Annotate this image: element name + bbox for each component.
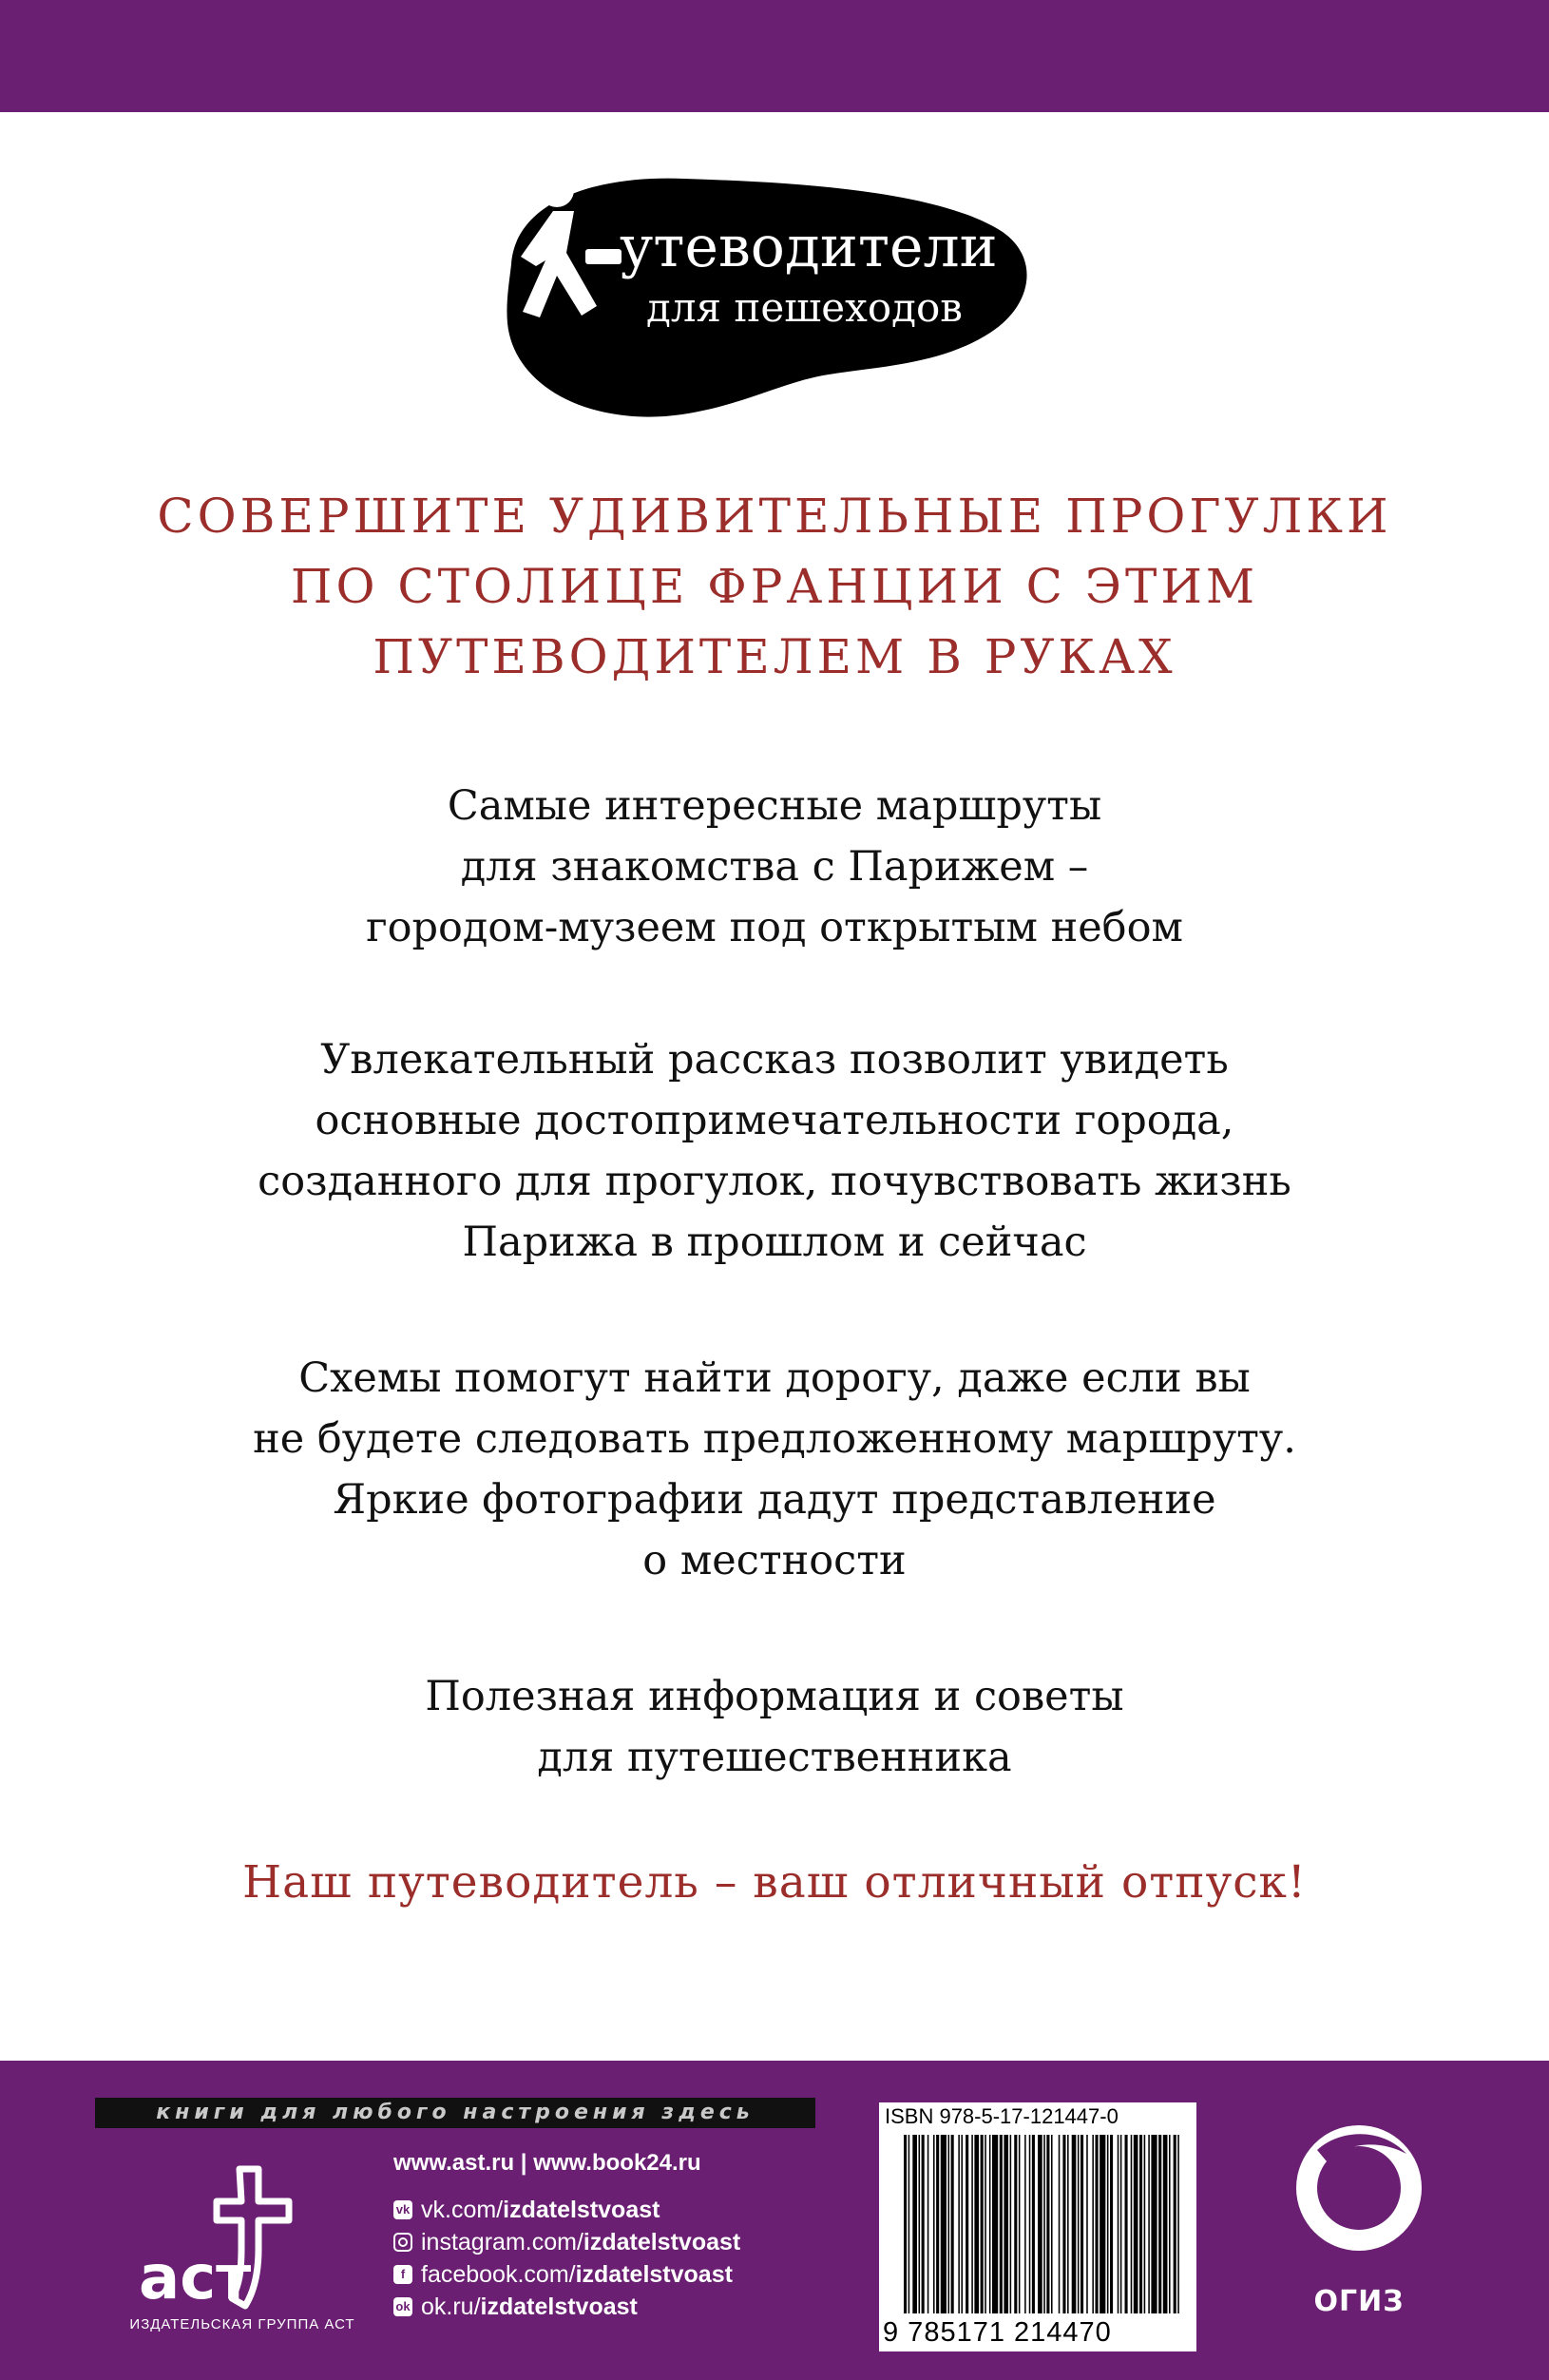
barcode-bar [1096,2135,1099,2313]
ogiz-logo [1283,2112,1435,2302]
barcode-bar [1029,2135,1031,2313]
barcode-bar [985,2135,986,2313]
social-prefix: ok.ru/ [421,2293,481,2320]
text-line: Увлекательный рассказ позволит увидеть [320,1036,1229,1084]
barcode-bar [1010,2135,1012,2313]
paragraph-story [76,1029,1473,1273]
barcode-bar [1177,2135,1179,2313]
slogan: Наш путеводитель – ваш отличный отпуск! [242,1856,1307,1909]
text-line: для знакомства с Парижем – [460,843,1089,891]
headline-line: ПУТЕВОДИТЕЛЕМ В РУКАХ [373,629,1176,684]
barcode-bar [1092,2135,1094,2313]
barcode-bar [974,2135,979,2313]
barcode-bar [1118,2135,1119,2313]
social-link-ok[interactable] [393,2291,740,2323]
barcode-bar [1086,2135,1088,2313]
barcode-bar [912,2135,917,2313]
barcode-bar [1059,2135,1061,2313]
tagline-bar: книги для любого настроения здесь [95,2098,815,2128]
publisher-caption: ИЗДАТЕЛЬСКАЯ ГРУППА АСТ [129,2316,355,2332]
series-logo-line1: утеводители [620,214,998,280]
barcode-bar [1014,2135,1017,2313]
barcode-bar [1139,2135,1142,2313]
text-line: Парижа в прошлом и сейчас [462,1219,1087,1266]
barcode-bar [951,2135,954,2313]
barcode-bar [936,2135,939,2313]
social-handle: izdatelstvoast [503,2196,660,2223]
barcode-bar [981,2135,984,2313]
text-line: Яркие фотографии дадут представление [333,1476,1216,1524]
barcode-bar [1134,2135,1138,2313]
barcode-bar [1038,2135,1042,2313]
barcode-number: 9 785171 214470 [883,2317,1112,2348]
text-line: Схемы помогут найти дорогу, даже если вы [298,1354,1251,1402]
social-handle: izdatelstvoast [583,2228,741,2255]
barcode-bar [1072,2135,1077,2313]
instagram-icon [393,2233,412,2252]
headline-line: ПО СТОЛИЦЕ ФРАНЦИИ С ЭТИМ [290,559,1259,614]
vk-icon: vk [393,2200,412,2219]
social-link-vk[interactable] [393,2194,740,2226]
barcode-bar [948,2135,950,2313]
barcode-bar [1110,2135,1113,2313]
barcode-bar [904,2135,907,2313]
barcode-bar [919,2135,921,2313]
ast-logo [133,2158,304,2310]
barcode-bar [1151,2135,1157,2313]
social-prefix: instagram.com/ [421,2228,583,2255]
barcode-bar [922,2135,925,2313]
isbn: ISBN 978-5-17-121447-0 [885,2104,1119,2128]
social-prefix: facebook.com/ [421,2260,576,2288]
social-handle: izdatelstvoast [480,2293,638,2320]
barcode-bar [1125,2135,1128,2313]
barcode-bar [941,2135,947,2313]
barcode-bar [1051,2135,1053,2313]
barcode-bar [961,2135,963,2313]
barcode-bar [966,2135,968,2313]
headline-line: СОВЕРШИТЕ УДИВИТЕЛЬНЫЕ ПРОГУЛКИ [157,489,1392,544]
paragraph-tips [76,1666,1473,1788]
social-handle: izdatelstvoast [575,2260,733,2288]
series-logo [494,154,1034,425]
top-purple-band [0,0,1549,112]
social-links [393,2194,740,2323]
barcode-bar [1019,2135,1021,2313]
paragraph-routes [76,776,1473,958]
barcode-bar [1148,2135,1150,2313]
barcode-bar [1169,2135,1171,2313]
barcode-bar [1024,2135,1026,2313]
imprint-label: ОГИЗ [1313,2285,1405,2318]
text-line: для путешественника [537,1734,1012,1781]
websites[interactable]: www.ast.ru | www.book24.ru [393,2150,701,2176]
barcode-bar [933,2135,935,2313]
social-link-facebook[interactable] [393,2258,740,2291]
text-line: Полезная информация и советы [425,1673,1124,1720]
barcode-bar [992,2135,998,2313]
barcode-bar [1046,2135,1049,2313]
odnoklassniki-icon: ok [393,2297,412,2316]
series-logo-line2: для пешеходов [646,284,963,331]
barcode-bar [1078,2135,1080,2313]
barcode-bar [1174,2135,1176,2313]
barcode [902,2135,1187,2313]
barcode-bar [1000,2135,1003,2313]
facebook-icon: f [393,2265,412,2284]
barcode-bar [989,2135,991,2313]
barcode-bar [1062,2135,1065,2313]
barcode-bar [1032,2135,1035,2313]
text-line: городом-музеем под открытым небом [366,904,1183,951]
barcode-bar [1107,2135,1109,2313]
barcode-bar [1100,2135,1105,2313]
social-prefix: vk.com/ [421,2196,504,2223]
barcode-bar [1004,2135,1008,2313]
barcode-bar [971,2135,973,2313]
paragraph-maps [76,1348,1473,1591]
barcode-panel [879,2102,1196,2351]
barcode-bar [1158,2135,1161,2313]
barcode-bar [1144,2135,1146,2313]
barcode-bar [1080,2135,1083,2313]
barcode-bar [908,2135,910,2313]
text-line: основные достопримечательности города, [315,1097,1234,1144]
text-line: Самые интересные маршруты [447,782,1102,830]
ast-logo-text: аст [139,2243,252,2310]
barcode-bar [1131,2135,1133,2313]
barcode-bar [927,2135,929,2313]
barcode-bar [1067,2135,1069,2313]
barcode-bar [958,2135,960,2313]
headline [95,481,1454,692]
text-line: созданного для прогулок, почувствовать жизнь [258,1158,1291,1205]
social-link-instagram[interactable] [393,2226,740,2258]
barcode-bar [1043,2135,1045,2313]
text-line: о местности [642,1537,907,1584]
barcode-bar [1163,2135,1168,2313]
barcode-bar [1120,2135,1122,2313]
text-line: не будете следовать предложенному маршруту. [253,1415,1296,1463]
